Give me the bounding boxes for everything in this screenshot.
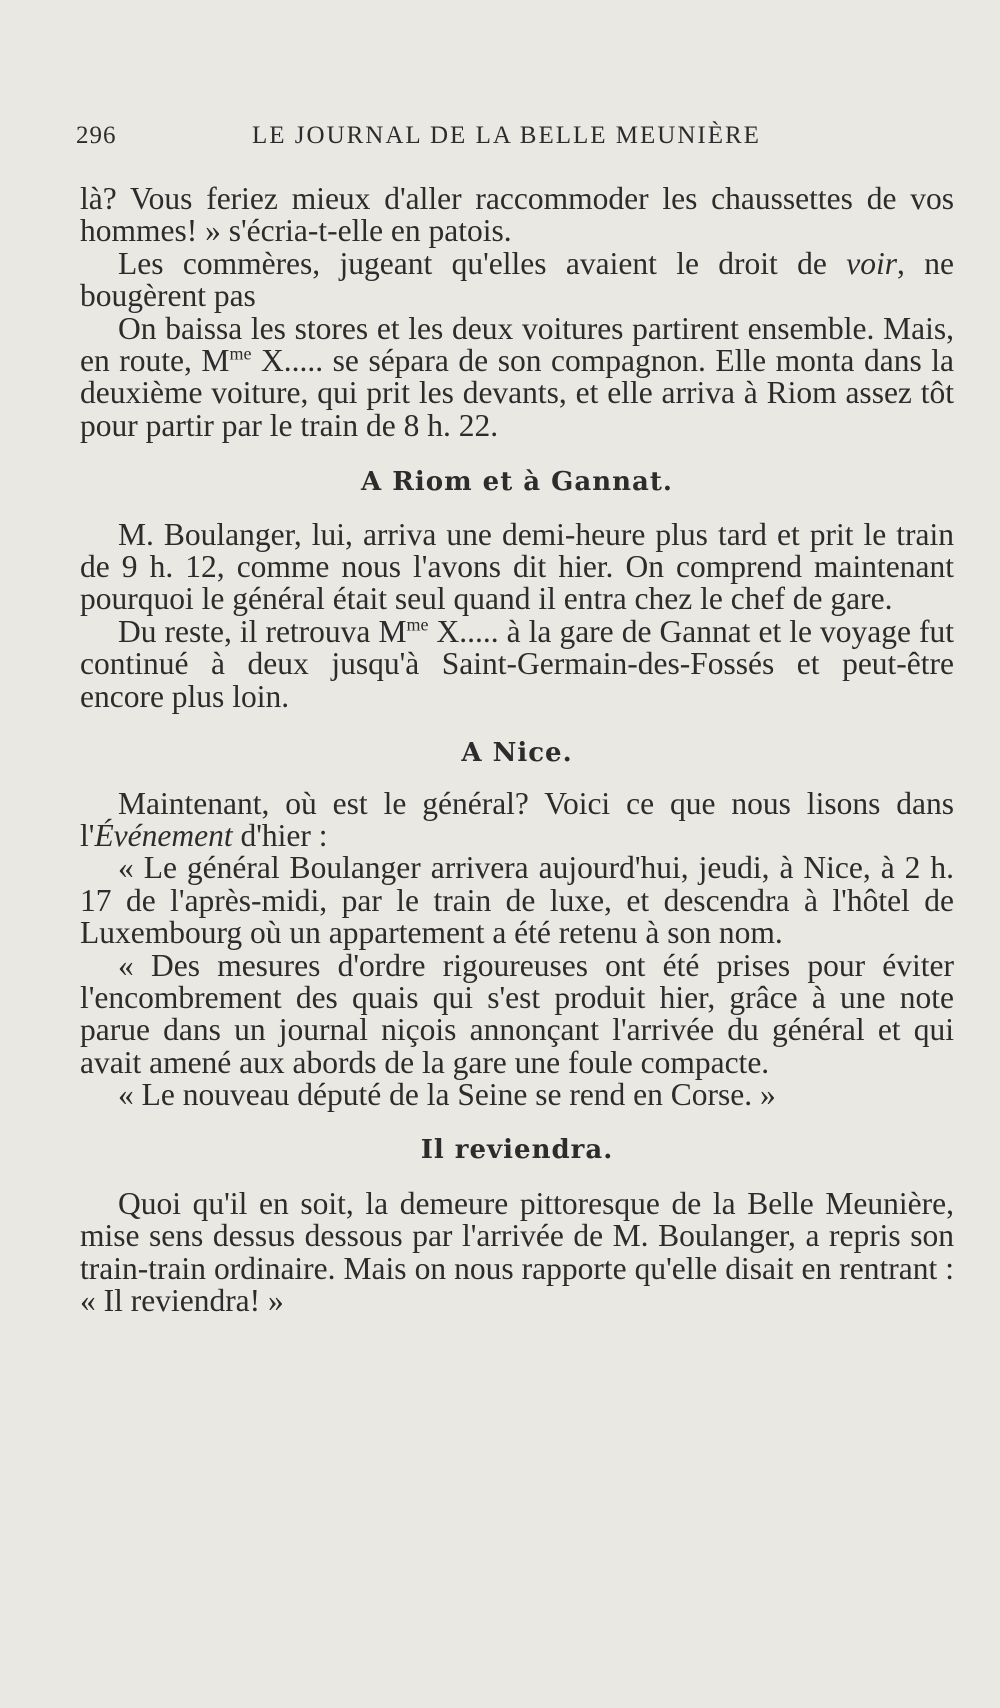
paragraph xyxy=(80,852,954,949)
paragraph-text: « Le général Boulanger arrivera aujourd'hui, jeudi, à Nice, à 2 h. 17 de l'après-midi, par le train de luxe, et descendra à l'hôtel de Luxembourg où un appartement a été retenu à son nom. xyxy=(80,850,954,951)
superscript: me xyxy=(406,614,429,635)
paragraph-text: « Le nouveau député de la Seine se rend en Corse. » xyxy=(118,1077,776,1113)
paragraph-text: On baissa les stores et les deux voitures partirent ensemble. Mais, en route, M xyxy=(80,310,954,379)
section-heading: Il reviendra. xyxy=(420,1134,614,1165)
paragraph xyxy=(80,245,955,314)
paragraph xyxy=(80,785,954,853)
paragraph-text: « Des mesures d'ordre rigoureuses ont été prises pour éviter l'encombrement des quais qui s'est produit hier, grâce à une note parue dans un journal niçois annonçant l'arrivée du général et qui avait amené aux abords de la gare une foule compacte. xyxy=(80,947,954,1080)
paragraph xyxy=(80,613,954,714)
paragraph-text: Maintenant, où est le général? Voici ce que nous lisons dans l' xyxy=(80,785,954,853)
paragraph-text: d'hier : xyxy=(232,817,328,853)
paragraph-text: Les commères, jugeant qu'elles avaient le droit de xyxy=(118,245,847,281)
paragraph xyxy=(80,1185,954,1319)
paragraph-text: Du reste, il retrouva M xyxy=(118,613,407,649)
running-head xyxy=(76,122,954,162)
paragraph-text: X..... à la gare de Gannat et le voyage fut continué à deux jusqu'à Saint-Germain-des-Fossés et peut-être encore plus loin. xyxy=(80,613,954,714)
running-title: LE JOURNAL DE LA BELLE MEUNIÈRE xyxy=(252,122,761,149)
paragraph-text: X..... se sépara de son compagnon. Elle monta dans la deuxième voiture, qui prit les devants, et elle arriva à Riom assez tôt pour partir par le train de 8 h. 22. xyxy=(80,343,954,443)
paragraph xyxy=(80,183,954,248)
paragraph xyxy=(80,947,954,1080)
paragraph-text: Quoi qu'il en soit, la demeure pittoresque de la Belle Meunière, mise sens dessus dessous par l'arrivée de M. Boulanger, a repris son train-train ordinaire. Mais on nous rapporte qu'elle disait en rentrant : « Il reviendra! » xyxy=(80,1185,954,1319)
italic-word: Événement xyxy=(94,817,233,853)
paragraph xyxy=(80,1079,954,1111)
paragraph-text: M. Boulanger, lui, arriva une demi-heure plus tard et prit le train de 9 h. 12, comme nous l'avons dit hier. On comprend maintenant pourquoi le général était seul quand il entra chez le chef de gare. xyxy=(80,516,954,617)
section-heading: A Nice. xyxy=(461,738,573,769)
paragraph xyxy=(80,516,954,617)
superscript: me xyxy=(229,343,252,364)
paragraph-text: , ne bougèrent pas xyxy=(80,245,955,314)
body-text xyxy=(80,183,954,1318)
paragraph xyxy=(80,310,954,443)
section-heading: A Riom et à Gannat. xyxy=(361,467,673,498)
page-number: 296 xyxy=(76,122,117,149)
paragraph-text: là? Vous feriez mieux d'aller raccommoder les chaussettes de vos hommes! » s'écria-t-elle en patois. xyxy=(80,181,954,249)
italic-word: voir xyxy=(846,245,898,281)
